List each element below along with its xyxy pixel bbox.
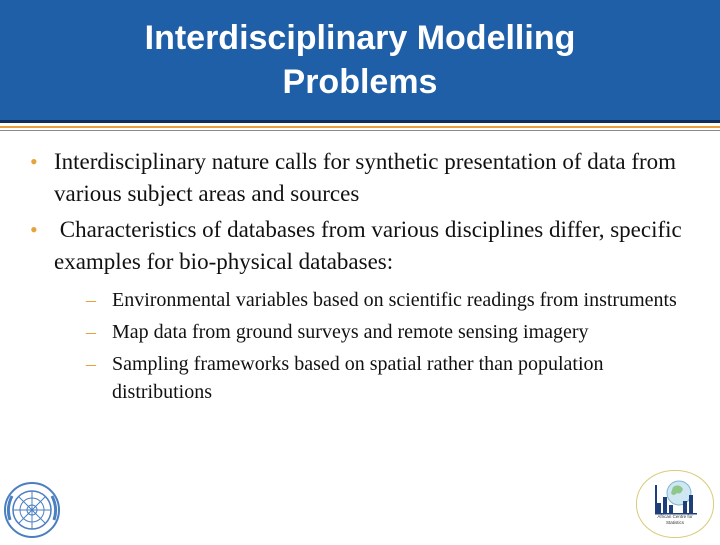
sub-bullet-text-1: Environmental variables based on scientific readings from instruments [112,289,677,311]
title-bar [0,0,720,123]
bullet-item-1 [28,146,708,210]
sub-bullet-item-1 [86,286,708,314]
sub-bullet-list [86,286,708,406]
dash-marker: – [86,321,96,343]
sub-bullet-item-2 [86,318,708,346]
dash-marker: – [86,289,96,311]
logo-caption [637,514,713,526]
sub-bullet-text-2: Map data from ground surveys and remote sensing imagery [112,321,589,343]
bullet-text-1: Interdisciplinary nature calls for synthetic presentation of data from various subject areas and sources [54,149,677,206]
bullet-list [28,146,708,406]
sub-bullet-item-3 [86,350,708,406]
logo-caption-line-1: African Centre for [657,514,693,519]
statistics-centre-logo-icon [636,470,714,538]
title-line-1: Interdisciplinary Modelling [144,19,576,57]
bullet-text-2: Characteristics of databases from various disciplines differ, specific examples for bio-physical databases: [54,217,688,274]
grey-divider [0,130,720,131]
title-line-2: Problems [282,63,438,101]
slide-title [80,16,640,104]
sub-bullet-text-3: Sampling frameworks based on spatial rather than population distributions [112,353,604,403]
logo-caption-line-2: Statistics [665,520,684,525]
bullet-marker: • [30,217,38,242]
slide-content [28,146,708,410]
accent-divider [0,126,720,128]
dash-marker: – [86,353,96,375]
bullet-marker: • [30,149,38,174]
bullet-item-2 [28,214,708,406]
un-emblem-icon [2,480,62,540]
